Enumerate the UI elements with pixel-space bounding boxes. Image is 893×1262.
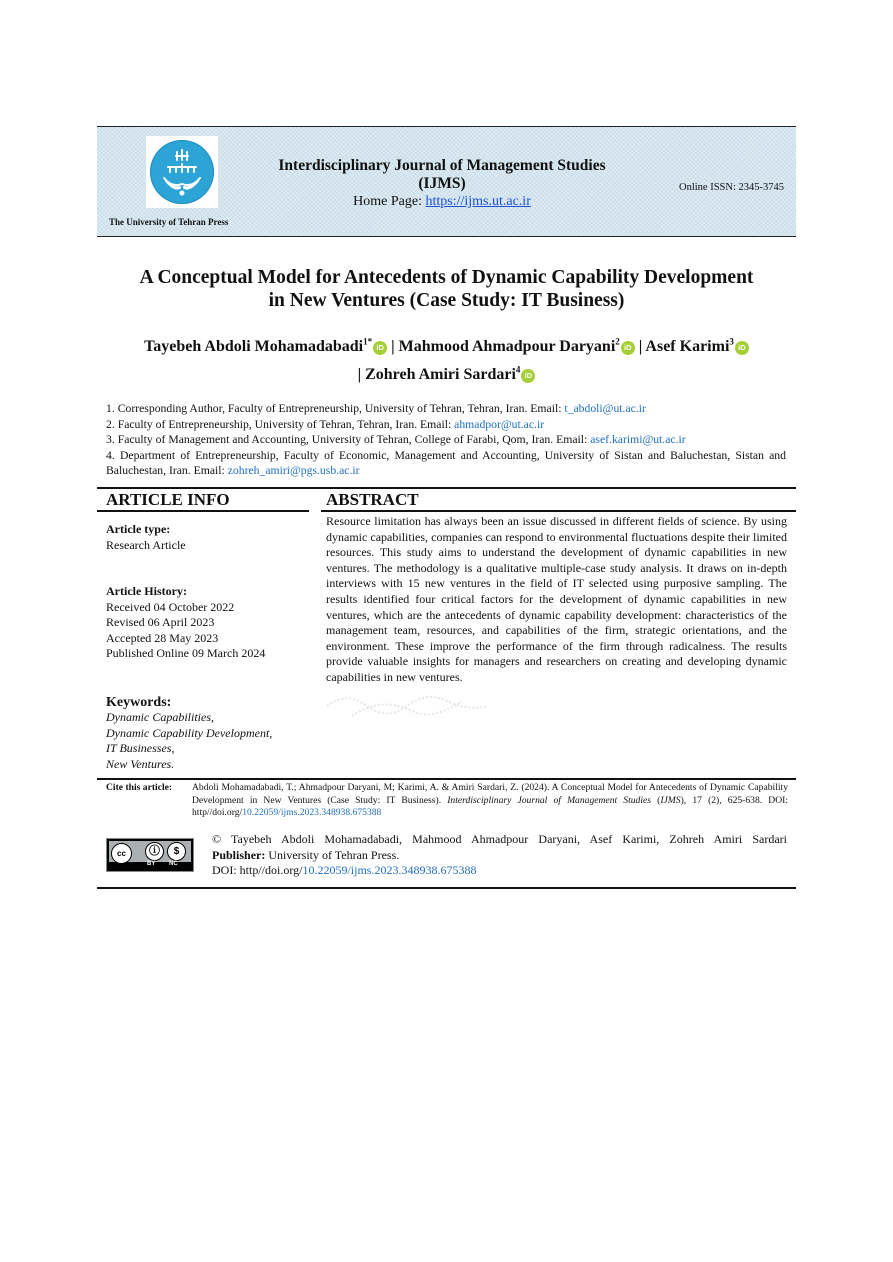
- orcid-icon[interactable]: iD: [373, 341, 387, 355]
- author: [387, 338, 635, 355]
- copyright-text: © Tayebeh Abdoli Mohamadabadi, Mahmood Ahmadpour Daryani, Asef Karimi, Zohreh Amiri Sardari: [212, 832, 787, 846]
- nc-label: NC: [169, 861, 178, 867]
- article-title: [97, 266, 796, 312]
- cc-by-nc-license-badge[interactable]: [106, 838, 194, 872]
- cite-journal: Interdisciplinary Journal of Management Studies: [447, 794, 652, 806]
- copyright-block: [212, 832, 787, 879]
- orcid-icon[interactable]: iD: [521, 369, 535, 383]
- homepage: [247, 194, 637, 210]
- article-type-value: Research Article: [106, 537, 186, 552]
- abstract-heading: ABSTRACT: [326, 490, 419, 509]
- article-type-label: Article type:: [106, 522, 171, 536]
- author: [144, 338, 387, 355]
- article-info: [106, 522, 311, 772]
- cite-abbr: IJMS: [660, 794, 681, 806]
- author-name: Mahmood Ahmadpour Daryani: [398, 338, 616, 356]
- author: [635, 338, 749, 355]
- divider: [97, 510, 309, 512]
- doi-line: DOI: http//doi.org/10.22059/ijms.2023.348938.675388: [212, 863, 477, 877]
- affiliation-item: 2. Faculty of Entrepreneurship, University of Tehran, Tehran, Iran. Email: ahmadpor@ut.ac.ir: [106, 417, 545, 431]
- doi-link[interactable]: 10.22059/ijms.2023.348938.675388: [302, 863, 477, 877]
- authors-line-1: [97, 331, 796, 358]
- authors-line-2: [97, 358, 796, 385]
- author-separator: |: [357, 365, 366, 383]
- divider: [97, 887, 796, 889]
- author-name: Asef Karimi: [645, 338, 730, 356]
- keyword: Dynamic Capability Development,: [106, 725, 273, 740]
- journal-title: Interdisciplinary Journal of Management Studies: [278, 157, 606, 174]
- affiliation-item: 1. Corresponding Author, Faculty of Entrepreneurship, University of Tehran, Tehran, Iran. Email: t_abdoli@ut.ac.ir: [106, 402, 646, 415]
- publisher-press-label: The University of Tehran Press: [109, 217, 229, 227]
- history-published: Published Online 09 March 2024: [106, 646, 266, 660]
- keyword: Dynamic Capabilities,: [106, 710, 214, 724]
- divider: [97, 778, 796, 780]
- orcid-icon[interactable]: iD: [621, 341, 635, 355]
- author-affiliation-mark: 4: [515, 364, 521, 375]
- publisher-value: University of Tehran Press.: [265, 847, 400, 862]
- noncommercial-icon: $: [167, 842, 186, 861]
- email-link[interactable]: ahmadpor@ut.ac.ir: [454, 417, 545, 431]
- email-link[interactable]: asef.karimi@ut.ac.ir: [590, 433, 686, 446]
- author-name: Tayebeh Abdoli Mohamadabadi: [144, 338, 364, 356]
- author-separator: |: [634, 338, 646, 356]
- homepage-link[interactable]: https://ijms.ut.ac.ir: [425, 194, 531, 209]
- author-list: [97, 331, 796, 386]
- cite-doi-link[interactable]: 10.22059/ijms.2023.348938.675388: [242, 807, 382, 818]
- history-revised: Revised 06 April 2023: [106, 615, 215, 629]
- divider: [321, 510, 796, 512]
- title-line-2: in New Ventures (Case Study: IT Business): [268, 290, 625, 311]
- author-separator: |: [387, 338, 399, 356]
- author-affiliation-mark: 2: [615, 337, 620, 347]
- history-received: Received 04 October 2022: [106, 599, 235, 614]
- author-name: Zohreh Amiri Sardari: [365, 365, 516, 383]
- author-affiliation-mark: 3: [729, 337, 734, 347]
- email-link[interactable]: zohreh_amiri@pgs.usb.ac.ir: [227, 464, 360, 477]
- article-info-heading: ARTICLE INFO: [106, 490, 230, 509]
- history-accepted: Accepted 28 May 2023: [106, 630, 219, 645]
- online-issn: Online ISSN: 2345-3745: [679, 182, 784, 193]
- affiliation-item: 4. Department of Entrepreneurship, Faculty of Economic, Management and Accounting, University of Sistan and Baluchestan, Sistan and Baluchestan, Iran. Email: zohreh_amiri@pgs.usb.ac.ir: [106, 448, 786, 477]
- divider: [97, 487, 796, 489]
- publisher-label: Publisher:: [212, 847, 266, 862]
- keyword: IT Businesses,: [106, 741, 175, 755]
- affiliation-item: 3. Faculty of Management and Accounting, University of Tehran, College of Farabi, Qom, Iran. Email: asef.karimi@ut.ac.ir: [106, 433, 686, 446]
- email-link[interactable]: t_abdoli@ut.ac.ir: [564, 402, 646, 415]
- attribution-icon: ⓘ: [145, 842, 164, 861]
- affiliations: [106, 401, 786, 479]
- author: [358, 366, 536, 383]
- article-first-page: [97, 126, 796, 877]
- abstract-text: Resource limitation has always been an issue discussed in different fields of science. By using dynamic capabilities, companies can respond to environmental fluctuations despite their limited resources. This study aims to understand the development of dynamic capabilities in new ventures. The methodology is a qualitative multiple-case study analysis. It draws on in-depth interviews with 15 new ventures in the field of IT selected using purposive sampling. The results identified four critical factors for the development of dynamic capabilities in new ventures, which are the antecedents of dynamic capability development: characteristics of the management team, resources, and capabilities of the firm, strategic orientations, and the environment. These improve the performance of the firm through radicalness. The results provide valuable insights for managers and researchers on creating and developing dynamic capabilities in new ventures.: [326, 514, 787, 684]
- article-history-label: Article History:: [106, 584, 187, 598]
- cite-label: Cite this article:: [106, 782, 173, 793]
- university-logo: [146, 136, 218, 208]
- keywords-label: Keywords:: [106, 694, 172, 710]
- journal-abbreviation: (IJMS): [418, 175, 466, 192]
- journal-header-banner: [97, 126, 796, 237]
- cite-text: Abdoli Mohamadabadi, T.; Ahmadpour Daryani, M; Karimi, A. & Amiri Sardari, Z. (2024). A Conceptual Model for Antecedents of Dynamic Capability Development in New Ventures (Case Study: IT Business). Interdisciplinary Journal of Management Studies (IJMS), 17 (2), 625-638. DOI: http//doi.org/10.22059/ijms.2023.348938.675388: [192, 782, 789, 818]
- author-affiliation-mark: 1*: [363, 337, 373, 347]
- logo-seal-icon: [150, 140, 214, 204]
- cc-icon: cc: [111, 843, 132, 864]
- orcid-icon[interactable]: iD: [735, 341, 749, 355]
- keyword: New Ventures.: [106, 756, 175, 771]
- title-line-1: A Conceptual Model for Antecedents of Dynamic Capability Development: [139, 267, 754, 288]
- homepage-label: Home Page:: [353, 194, 426, 209]
- by-label: BY: [147, 861, 156, 867]
- publisher-line: [212, 848, 787, 864]
